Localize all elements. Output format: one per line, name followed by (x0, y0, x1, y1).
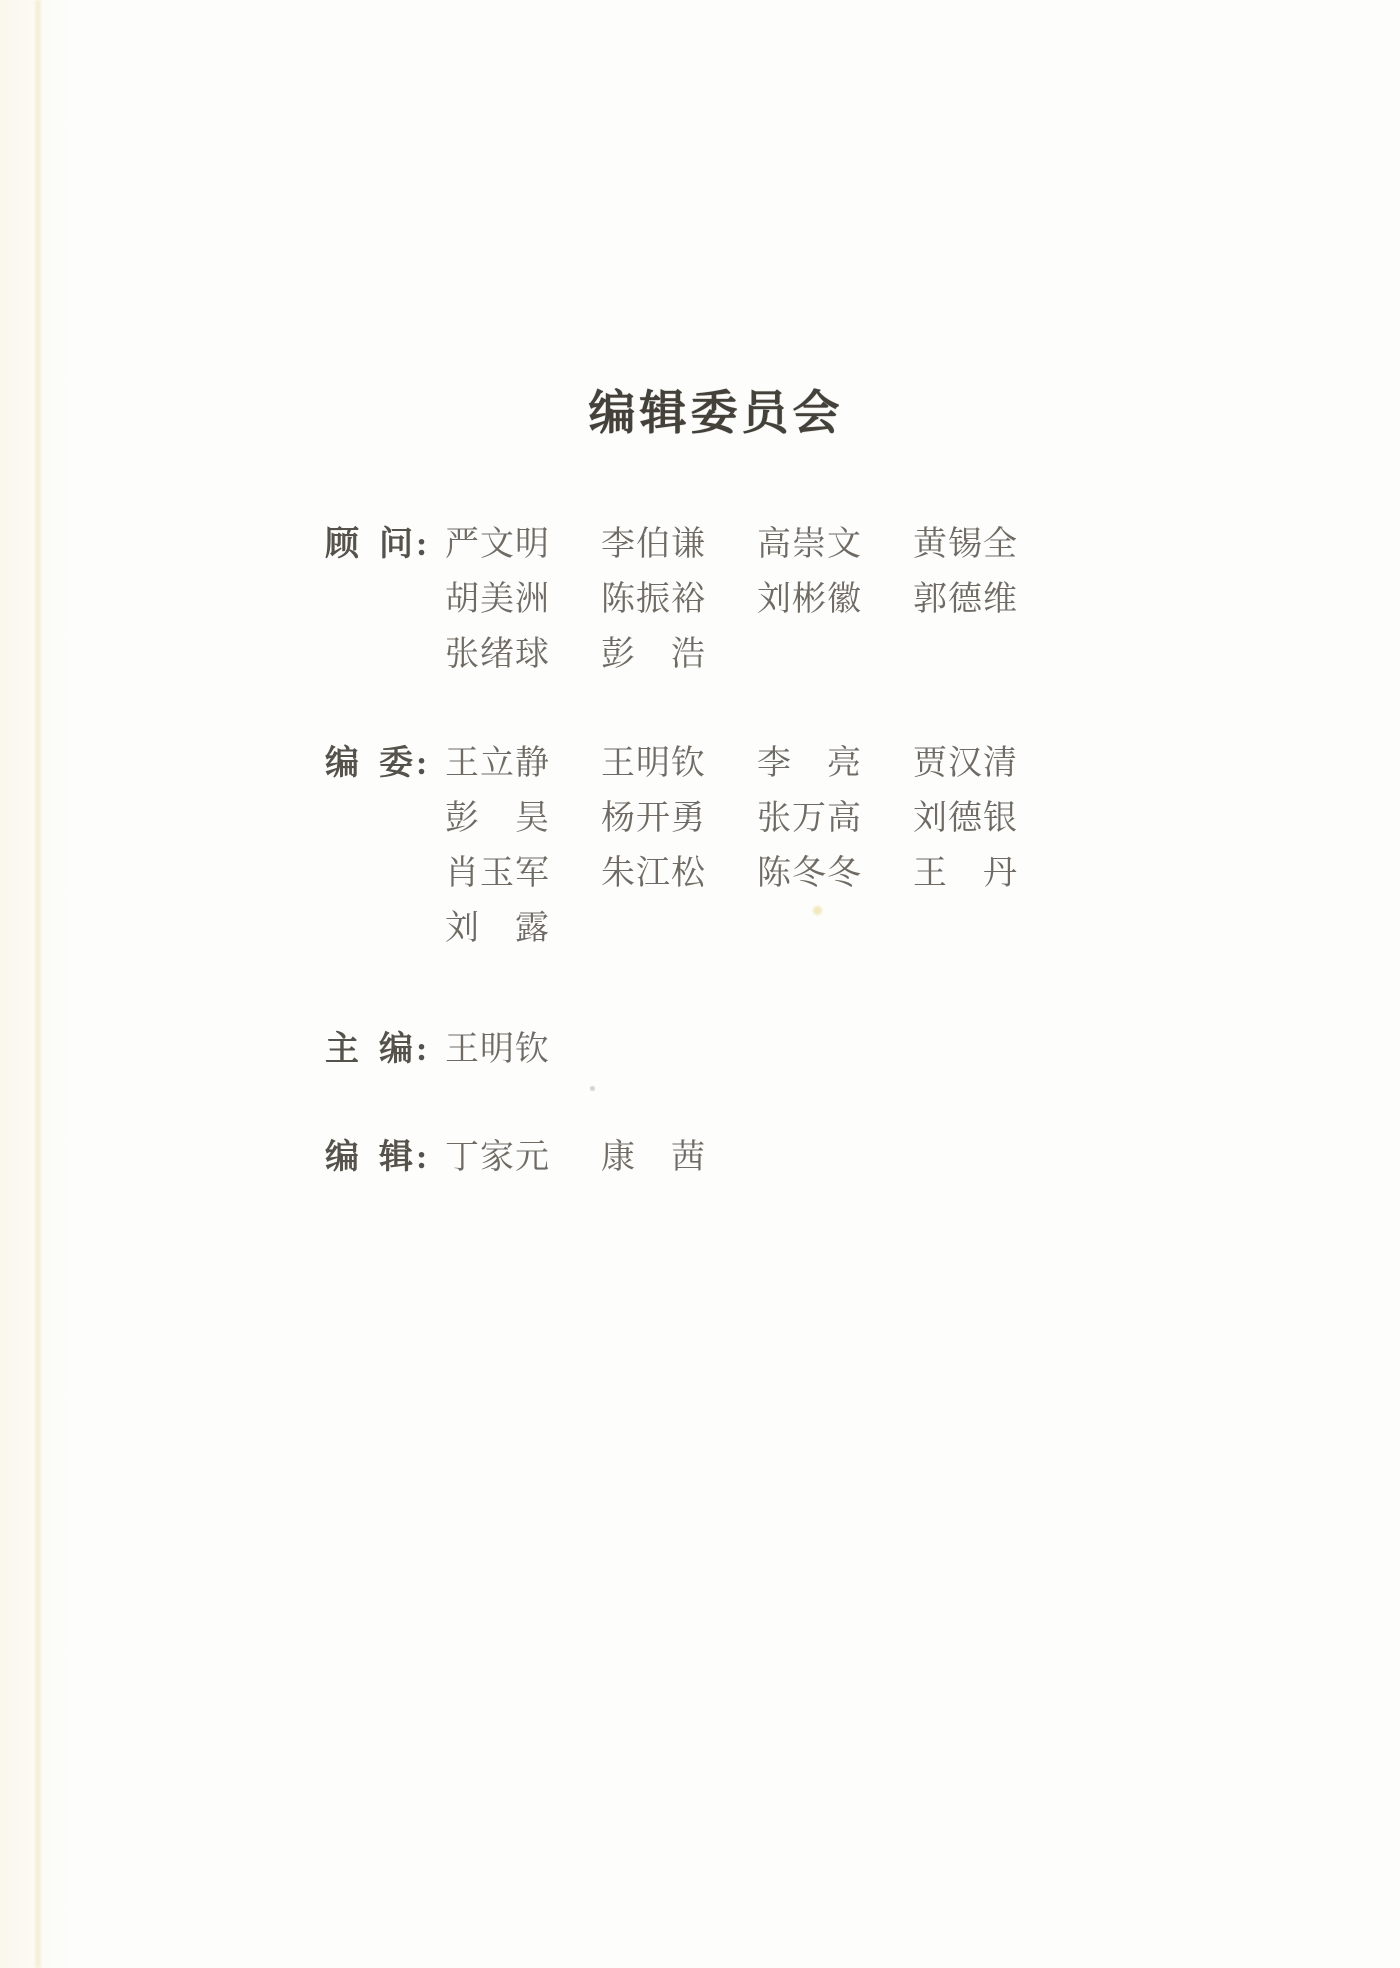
page-title: 编辑委员会 (588, 388, 844, 440)
names-group (445, 626, 705, 675)
person-name: 陈 振 裕 (601, 581, 705, 618)
label-colon: : (416, 745, 428, 782)
label-colon: : (416, 526, 428, 563)
name-row (325, 513, 1325, 568)
person-name: 黄 锡 全 (913, 526, 1017, 563)
names-group (445, 790, 1017, 839)
name-row (325, 1126, 1325, 1181)
person-name: 彭 浩 (601, 636, 705, 673)
name-row (325, 1018, 1325, 1073)
person-name: 朱 江 松 (601, 855, 705, 892)
name-row (325, 842, 1325, 897)
names-group (445, 845, 1017, 894)
person-name: 刘 德 银 (913, 800, 1017, 837)
name-row (325, 732, 1325, 787)
person-name: 刘 彬 徽 (757, 581, 861, 618)
person-name: 胡 美 洲 (445, 581, 549, 618)
person-name: 王 丹 (913, 855, 1017, 892)
person-name: 彭 昊 (445, 800, 549, 837)
names-group (445, 1021, 549, 1070)
label-colon: : (416, 1139, 428, 1176)
section-editors (325, 1126, 1325, 1181)
names-group (445, 571, 1017, 620)
section-label: 主 编 : (325, 1031, 428, 1068)
person-name: 张 万 高 (757, 800, 861, 837)
person-name: 李 伯 谦 (601, 526, 705, 563)
person-name: 王 立 静 (445, 745, 549, 782)
section-label: 顾 问 : (325, 526, 428, 563)
section-chief-editor (325, 1018, 1325, 1073)
section-label: 编 辑 : (325, 1139, 428, 1176)
scan-speck (590, 1086, 595, 1091)
person-name: 陈 冬 冬 (757, 855, 861, 892)
person-name: 严 文 明 (445, 526, 549, 563)
section-editorial-board (325, 732, 1325, 952)
person-name: 郭 德 维 (913, 581, 1017, 618)
person-name: 杨 开 勇 (601, 800, 705, 837)
person-name: 王 明 钦 (601, 745, 705, 782)
name-row (325, 568, 1325, 623)
section-label: 编 委 : (325, 745, 428, 782)
person-name: 康 茜 (601, 1139, 705, 1176)
name-row (325, 787, 1325, 842)
scan-left-shading (0, 0, 70, 1968)
person-name: 肖 玉 军 (445, 855, 549, 892)
person-name: 王 明 钦 (445, 1031, 549, 1068)
label-colon: : (416, 1031, 428, 1068)
name-row (325, 623, 1325, 678)
section-advisors (325, 513, 1325, 678)
names-group (445, 516, 1017, 565)
names-group (445, 900, 549, 949)
name-row (325, 897, 1325, 952)
names-group (445, 1129, 705, 1178)
names-group (445, 735, 1017, 784)
person-name: 丁 家 元 (445, 1139, 549, 1176)
person-name: 高 崇 文 (757, 526, 861, 563)
person-name: 贾 汉 清 (913, 745, 1017, 782)
person-name: 张 绪 球 (445, 636, 549, 673)
person-name: 李 亮 (757, 745, 861, 782)
scan-crease-line (34, 0, 42, 1968)
person-name: 刘 露 (445, 910, 549, 947)
